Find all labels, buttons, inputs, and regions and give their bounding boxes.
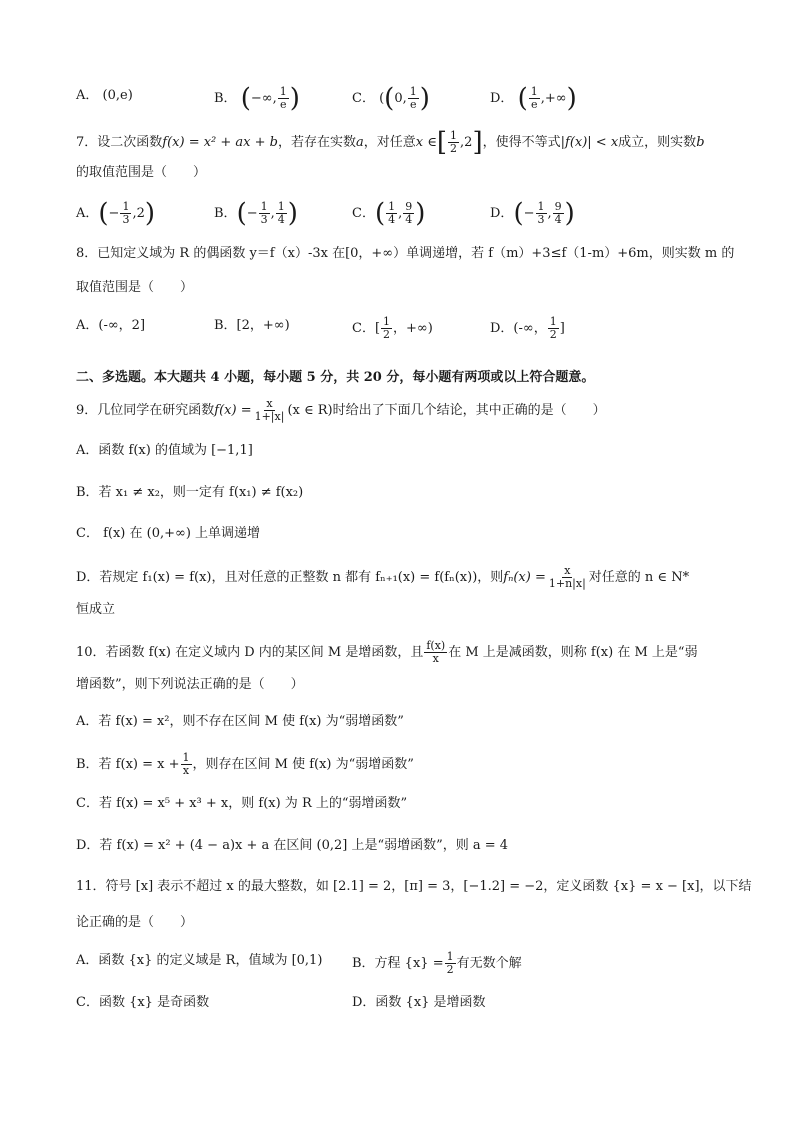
q9-option-c (76, 524, 260, 544)
numerator: 1 (450, 129, 458, 142)
option-text: ] (559, 321, 565, 336)
q11-stem-line1 (76, 877, 752, 897)
numerator: 1 (549, 315, 557, 328)
fraction (553, 201, 564, 226)
option-text: D．若规定 f₁(x) = f(x)，且对任意的正整数 n 都有 fₙ₊₁(x) = f(fₙ(x))，则 (76, 570, 504, 585)
option-text: ，+∞) (393, 321, 433, 336)
q7-option-b: B．(− $\frac{1}{3}$ , $\frac{1}{4}$ ) (214, 198, 298, 229)
q6-option-d (490, 83, 577, 114)
question-text: 取值范围是（ ） (76, 280, 194, 295)
denominator: 2 (450, 142, 458, 155)
numerator: 1 (530, 85, 538, 98)
q7-option-d: D．(− $\frac{1}{3}$ , $\frac{9}{4}$ ) (490, 198, 575, 229)
paren-right: ) (564, 198, 575, 229)
option-label: B． (214, 91, 237, 106)
q9-option-d-cont (76, 600, 115, 620)
q8-option-d (490, 316, 565, 341)
question-text: ，若存在实数 (278, 135, 357, 150)
option-value: ( (379, 91, 385, 106)
q6-option-c (352, 83, 430, 114)
fraction (259, 201, 270, 226)
paren-left: ( (384, 83, 395, 114)
question-text: 增函数”，则下列说法正确的是（ ） (76, 677, 304, 692)
fraction (548, 316, 559, 341)
denominator: 4 (405, 213, 413, 226)
paren-left: ( (374, 198, 386, 229)
denominator: 3 (260, 213, 268, 226)
q9-option-d (76, 565, 689, 590)
question-text: 11．符号 [x] 表示不超过 x 的最大整数，如 [2.1] = 2，[π] = 3，[−1.2] = −2，定义函数 {x} = x − [x]，以下结 (76, 879, 752, 894)
numerator: 1 (279, 85, 287, 98)
math-expr: f(x) = (214, 403, 252, 418)
q8-option-b (214, 316, 290, 336)
fraction (448, 130, 459, 155)
math-expr: ,2 (132, 206, 145, 221)
numerator: 1 (277, 200, 285, 213)
paren-right: ) (415, 198, 426, 229)
q8-stem-line1 (76, 244, 734, 264)
fraction (536, 201, 547, 226)
numerator: 1 (409, 85, 417, 98)
option-label: C．[ (352, 321, 381, 336)
option-text: 有无数个解 (456, 956, 522, 971)
q8-option-a (76, 316, 145, 336)
q10-option-d (76, 836, 508, 856)
q6-option-a (76, 86, 133, 106)
option-text: ，则存在区间 M 使 f(x) 为“弱增函数” (192, 757, 414, 772)
math-expr: − (523, 206, 535, 221)
option-text: B．方程 {x} = (352, 956, 444, 971)
option-value: 0, (394, 91, 407, 106)
paren-right: ) (287, 198, 298, 229)
section-heading (76, 368, 594, 388)
math-expr: fₙ(x) = (503, 570, 546, 585)
paren-left: ( (517, 83, 528, 114)
option-text: D．函数 {x} 是增函数 (352, 995, 486, 1010)
denominator: 4 (277, 213, 285, 226)
paren-left: ( (98, 198, 109, 229)
numerator: 1 (537, 200, 545, 213)
fraction (445, 951, 456, 976)
question-text: 成立，则实数 (618, 135, 697, 150)
option-label: A． (76, 88, 99, 103)
question-text: 9．几位同学在研究函数 (76, 403, 215, 418)
math-expr: − (246, 206, 258, 221)
denominator: e (530, 98, 538, 111)
fraction (181, 752, 192, 777)
denominator: x (432, 652, 439, 665)
question-text: 7．设二次函数 (76, 135, 163, 150)
denominator: 1+n|x| (548, 577, 586, 590)
numerator: x (564, 564, 571, 577)
numerator: 1 (122, 200, 130, 213)
fraction (547, 565, 588, 590)
numerator: 1 (446, 950, 454, 963)
paren-left: ( (236, 198, 247, 229)
bracket-left: [ (436, 127, 448, 158)
math-expr: x ∈ (415, 135, 437, 150)
option-label: A． (76, 206, 99, 221)
fraction (253, 398, 287, 423)
option-text: A．函数 {x} 的定义域是 R，值域为 [0,1) (76, 953, 323, 968)
denominator: 2 (446, 963, 454, 976)
q7-option-c: C．( $\frac{1}{4}$ , $\frac{9}{4}$ ) (352, 198, 426, 229)
question-text: 时给出了下面几个结论，其中正确的是（ ） (332, 403, 606, 418)
denominator: e (279, 98, 287, 111)
math-expr: − (108, 206, 120, 221)
option-text: 对任意的 n ∈ N* (588, 570, 690, 585)
math-expr: f(x) = x² + ax + b (162, 135, 278, 150)
math-var: b (696, 135, 705, 150)
denominator: 2 (549, 328, 557, 341)
q9-option-a (76, 441, 253, 461)
math-expr: |f(x)| < x (560, 135, 619, 150)
option-text: B．若 f(x) = x + (76, 757, 180, 772)
question-text: 的取值范围是（ ） (76, 165, 207, 180)
section-title: 二、多选题。本大题共 4 小题，每小题 5 分，共 20 分，每小题有两项或以上符合题意。 (76, 370, 595, 385)
q10-option-b (76, 752, 414, 777)
numerator: x (266, 397, 273, 410)
q11-option-b (352, 951, 522, 976)
q10-option-c (76, 794, 407, 814)
q7-stem-line2 (76, 163, 206, 183)
q6-option-b (214, 83, 300, 114)
denominator: 4 (388, 213, 396, 226)
option-text: A．若 f(x) = x²，则不存在区间 M 使 f(x) 为“弱增函数” (76, 714, 404, 729)
numerator: 1 (182, 751, 190, 764)
numerator: 1 (260, 200, 268, 213)
paren-left: ( (240, 83, 251, 114)
option-label: C． (352, 91, 375, 106)
question-text: 8．已知定义域为 R 的偶函数 y＝f（x）-3x 在[0，+∞）单调递增，若 f（m）+3≤f（1-m）+6m，则实数 m 的 (76, 246, 735, 261)
fraction (386, 201, 397, 226)
question-text: 论正确的是（ ） (76, 915, 194, 930)
option-text: C．函数 {x} 是奇函数 (76, 995, 210, 1010)
option-value: (0,e) (102, 88, 133, 103)
option-text: B．若 x₁ ≠ x₂，则一定有 f(x₁) ≠ f(x₂) (76, 485, 304, 500)
question-text: ，对任意 (363, 135, 416, 150)
q11-option-c (76, 993, 209, 1013)
q11-stem-line2 (76, 913, 193, 933)
option-label: B． (214, 206, 237, 221)
fraction (278, 86, 289, 111)
denominator: e (409, 98, 417, 111)
q11-option-a (76, 951, 322, 971)
option-label: C． (352, 206, 375, 221)
fraction (408, 86, 419, 111)
fraction (381, 316, 392, 341)
denominator: 3 (537, 213, 545, 226)
math-expr: ,2 (460, 135, 473, 150)
paren-right: ) (144, 198, 156, 229)
denominator: x (182, 764, 190, 777)
q9-stem (76, 398, 606, 423)
numerator: f(x) (426, 639, 446, 652)
option-text: C．若 f(x) = x⁵ + x³ + x，则 f(x) 为 R 上的“弱增函数” (76, 796, 408, 811)
question-text: 在 M 上是减函数，则称 f(x) 在 M 上是“弱 (448, 645, 698, 660)
numerator: 9 (405, 200, 413, 213)
option-label: D．(-∞， (490, 321, 547, 336)
paren-right: ) (566, 83, 577, 114)
numerator: 1 (383, 315, 391, 328)
fraction (529, 86, 540, 111)
denominator: 1+|x| (254, 410, 285, 423)
option-value: −∞, (250, 91, 277, 106)
bracket-right: ] (472, 127, 483, 158)
q10-stem-line1 (76, 640, 698, 665)
paren-right: ) (289, 83, 300, 114)
fraction (276, 201, 287, 226)
fraction (120, 201, 131, 226)
denominator: 2 (383, 328, 391, 341)
fraction (403, 201, 414, 226)
option-text: D．若 f(x) = x² + (4 − a)x + a 在区间 (0,2] 上是“弱增函数”，则 a = 4 (76, 838, 509, 853)
numerator: 9 (554, 200, 562, 213)
numerator: 1 (388, 200, 396, 213)
paren-right: ) (419, 83, 430, 114)
option-text: A．函数 f(x) 的值域为 [−1,1] (76, 443, 253, 458)
option-text: A．(-∞，2] (76, 318, 146, 333)
q9-option-b (76, 483, 303, 503)
option-label: D． (490, 206, 514, 221)
q7-stem-line1 (76, 127, 705, 158)
q10-stem-line2 (76, 675, 304, 695)
q8-option-c (352, 316, 433, 341)
denominator: 4 (554, 213, 562, 226)
q8-stem-line2 (76, 278, 193, 298)
q10-option-a (76, 712, 404, 732)
fraction (424, 640, 447, 665)
paren-left: ( (513, 198, 524, 229)
denominator: 3 (122, 213, 130, 226)
math-expr: (x ∈ R) (287, 403, 333, 418)
option-label: D． (490, 91, 514, 106)
q11-option-d (352, 993, 486, 1013)
option-text: C． f(x) 在 (0,+∞) 上单调递增 (76, 526, 261, 541)
option-text: B．[2，+∞) (214, 318, 290, 333)
option-text: 恒成立 (76, 602, 116, 617)
question-text: ，使得不等式 (482, 135, 561, 150)
math-var: a (356, 135, 364, 150)
q7-option-a (76, 198, 156, 229)
question-text: 10．若函数 f(x) 在定义域内 D 内的某区间 M 是增函数，且 (76, 645, 424, 660)
option-value: ,+∞ (540, 91, 567, 106)
